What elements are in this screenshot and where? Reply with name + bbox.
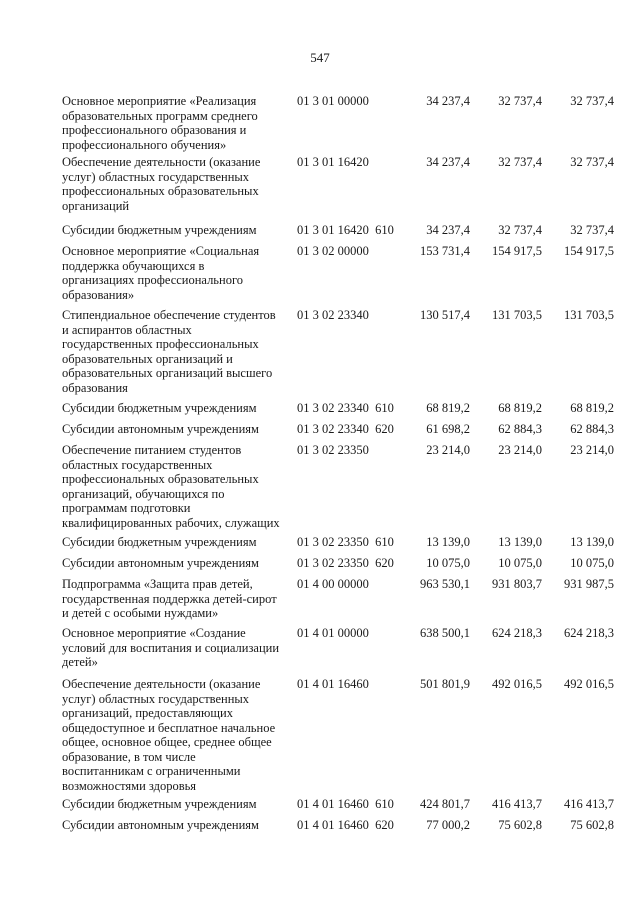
value-year-3: 13 139,0 xyxy=(570,535,614,549)
value-year-2: 931 803,7 xyxy=(492,577,542,591)
row-name-line: Субсидии бюджетным учреждениям xyxy=(62,797,257,811)
value-year-1: 963 530,1 xyxy=(420,577,470,591)
value-year-2: 68 819,2 xyxy=(498,401,542,415)
row-name-line: Обеспечение деятельности (оказание xyxy=(62,155,261,169)
value-year-1: 13 139,0 xyxy=(426,535,470,549)
row-name-line: услуг) областных государственных xyxy=(62,691,250,706)
row-name-line: областных государственных xyxy=(62,457,213,472)
row-name-line: образование, в том числе xyxy=(62,749,196,764)
value-year-2: 624 218,3 xyxy=(492,626,542,640)
value-year-1: 130 517,4 xyxy=(420,308,470,322)
row-name-line: и аспирантов областных xyxy=(62,322,192,337)
page-number: 547 xyxy=(310,50,330,65)
row-name xyxy=(62,677,292,793)
row-name-line: программам подготовки xyxy=(62,501,191,515)
value-year-3: 931 987,5 xyxy=(564,577,614,591)
row-code: 01 4 01 00000 xyxy=(297,626,369,640)
row-code: 01 3 02 23340 620 xyxy=(297,422,394,436)
row-code: 01 4 01 16460 xyxy=(297,677,369,691)
value-year-1: 34 237,4 xyxy=(426,155,470,169)
value-year-2: 154 917,5 xyxy=(492,244,542,258)
row-name xyxy=(62,626,292,670)
value-year-2: 131 703,5 xyxy=(492,308,542,322)
value-year-1: 61 698,2 xyxy=(426,422,470,436)
row-code: 01 3 02 23340 xyxy=(297,308,369,322)
row-name-line: Субсидии бюджетным учреждениям xyxy=(62,535,257,549)
value-year-1: 34 237,4 xyxy=(426,94,470,108)
value-year-2: 416 413,7 xyxy=(492,797,542,811)
value-year-2: 10 075,0 xyxy=(498,556,542,570)
row-code: 01 3 02 23350 610 xyxy=(297,535,394,549)
value-year-1: 23 214,0 xyxy=(426,443,470,457)
row-name-line: Основное мероприятие «Создание xyxy=(62,626,246,640)
row-name-line: профессионального образования и xyxy=(62,123,247,137)
row-name-line: организаций, обучающихся по xyxy=(62,486,225,501)
row-code: 01 3 02 23350 xyxy=(297,443,369,457)
value-year-1: 34 237,4 xyxy=(426,223,470,237)
row-name-line: Субсидии бюджетным учреждениям xyxy=(62,223,257,237)
row-name xyxy=(62,94,292,152)
value-year-2: 492 016,5 xyxy=(492,677,542,691)
row-code: 01 3 01 16420 xyxy=(297,155,369,169)
row-name-line: Подпрограмма «Защита прав детей, xyxy=(62,577,253,591)
row-code: 01 3 01 00000 xyxy=(297,94,369,108)
row-name-line: государственных профессиональных xyxy=(62,337,259,351)
row-name-line: общее, основное общее, среднее общее xyxy=(62,735,272,749)
row-name xyxy=(62,308,292,395)
value-year-1: 10 075,0 xyxy=(426,556,470,570)
value-year-1: 68 819,2 xyxy=(426,401,470,415)
row-name-line: Субсидии бюджетным учреждениям xyxy=(62,401,257,415)
value-year-2: 32 737,4 xyxy=(498,94,542,108)
row-name-line: государственная поддержка детей-сирот xyxy=(62,591,277,606)
row-name xyxy=(62,818,292,833)
value-year-3: 62 884,3 xyxy=(570,422,614,436)
row-name-line: Стипендиальное обеспечение студентов xyxy=(62,308,276,322)
row-name-line: воспитанникам с ограниченными xyxy=(62,764,241,778)
row-name-line: Основное мероприятие «Социальная xyxy=(62,244,260,258)
row-name-line: Субсидии автономным учреждениям xyxy=(62,422,259,436)
row-name-line: поддержка обучающихся в xyxy=(62,258,205,273)
row-name-line: и детей с особыми нуждами» xyxy=(62,606,219,620)
row-code: 01 3 02 23350 620 xyxy=(297,556,394,570)
row-name xyxy=(62,155,292,213)
value-year-3: 32 737,4 xyxy=(570,155,614,169)
row-name xyxy=(62,401,292,416)
value-year-2: 62 884,3 xyxy=(498,422,542,436)
row-name-line: общедоступное и бесплатное начальное xyxy=(62,720,276,735)
row-name xyxy=(62,443,292,530)
row-name-line: организациях профессионального xyxy=(62,273,244,287)
value-year-1: 153 731,4 xyxy=(420,244,470,258)
value-year-2: 13 139,0 xyxy=(498,535,542,549)
row-name-line: Субсидии автономным учреждениям xyxy=(62,818,259,832)
value-year-3: 154 917,5 xyxy=(564,244,614,258)
row-name-line: детей» xyxy=(62,655,98,669)
row-code: 01 4 01 16460 610 xyxy=(297,797,394,811)
row-name-line: Обеспечение деятельности (оказание xyxy=(62,677,261,691)
value-year-1: 638 500,1 xyxy=(420,626,470,640)
value-year-3: 32 737,4 xyxy=(570,94,614,108)
row-name-line: Обеспечение питанием студентов xyxy=(62,443,242,457)
row-name-line: условий для воспитания и социализации xyxy=(62,640,280,655)
row-code: 01 4 01 16460 620 xyxy=(297,818,394,832)
row-name xyxy=(62,556,292,571)
value-year-2: 32 737,4 xyxy=(498,223,542,237)
row-name-line: образования xyxy=(62,380,128,395)
value-year-2: 32 737,4 xyxy=(498,155,542,169)
row-name-line: образования» xyxy=(62,287,135,302)
row-code: 01 3 01 16420 610 xyxy=(297,223,394,237)
value-year-2: 75 602,8 xyxy=(498,818,542,832)
row-code: 01 4 00 00000 xyxy=(297,577,369,591)
value-year-3: 32 737,4 xyxy=(570,223,614,237)
row-name-line: Основное мероприятие «Реализация xyxy=(62,94,257,108)
value-year-3: 75 602,8 xyxy=(570,818,614,832)
value-year-1: 424 801,7 xyxy=(420,797,470,811)
row-name-line: образовательных организаций и xyxy=(62,351,233,366)
value-year-1: 77 000,2 xyxy=(426,818,470,832)
value-year-3: 131 703,5 xyxy=(564,308,614,322)
row-name-line: образовательных организаций высшего xyxy=(62,366,273,380)
row-name-line: организаций, предоставляющих xyxy=(62,706,233,720)
value-year-3: 492 016,5 xyxy=(564,677,614,691)
value-year-3: 416 413,7 xyxy=(564,797,614,811)
row-name-line: профессиональных образовательных xyxy=(62,472,259,486)
value-year-1: 501 801,9 xyxy=(420,677,470,691)
row-name-line: профессионального обучения» xyxy=(62,137,227,152)
row-name xyxy=(62,535,292,550)
value-year-3: 10 075,0 xyxy=(570,556,614,570)
row-name xyxy=(62,797,292,812)
row-name-line: образовательных программ среднего xyxy=(62,108,258,123)
row-name-line: Субсидии автономным учреждениям xyxy=(62,556,259,570)
row-name-line: профессиональных образовательных xyxy=(62,184,259,198)
row-name xyxy=(62,244,292,302)
row-name-line: услуг) областных государственных xyxy=(62,169,250,184)
row-name xyxy=(62,577,292,621)
row-code: 01 3 02 23340 610 xyxy=(297,401,394,415)
row-name-line: квалифицированных рабочих, служащих xyxy=(62,515,280,530)
value-year-3: 68 819,2 xyxy=(570,401,614,415)
row-name xyxy=(62,223,292,238)
value-year-3: 23 214,0 xyxy=(570,443,614,457)
row-name-line: возможностями здоровья xyxy=(62,778,197,793)
row-name xyxy=(62,422,292,437)
value-year-2: 23 214,0 xyxy=(498,443,542,457)
row-name-line: организаций xyxy=(62,198,130,213)
value-year-3: 624 218,3 xyxy=(564,626,614,640)
row-code: 01 3 02 00000 xyxy=(297,244,369,258)
